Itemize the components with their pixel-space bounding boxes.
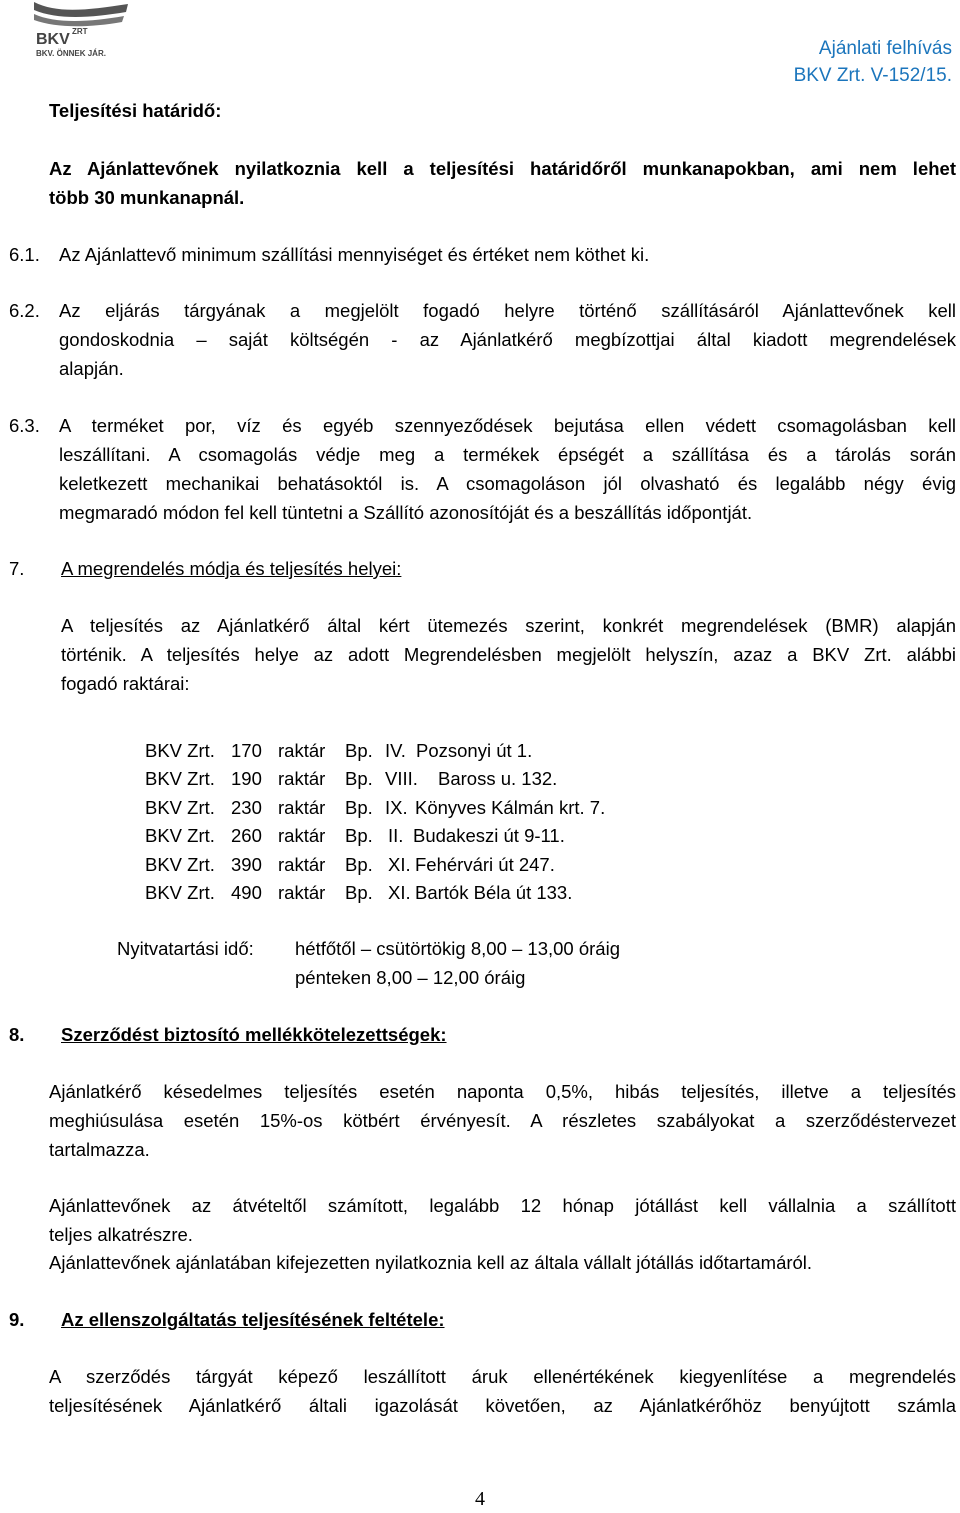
warehouse-company: BKV Zrt. xyxy=(145,768,215,789)
warehouse-district: IX. xyxy=(385,797,408,818)
section-8-p2-line2: teljes alkatrészre. xyxy=(49,1224,193,1245)
warehouse-city: Bp. xyxy=(345,882,373,903)
section-9-heading: Az ellenszolgáltatás teljesítésének feltétele: xyxy=(61,1309,445,1330)
section-8-p3-line1: Ajánlattevőnek ajánlatában kifejezetten nyilatkoznia kell az általa vállalt jótállás időtartamáról. xyxy=(49,1252,813,1273)
svg-text:BKV: BKV xyxy=(36,31,70,48)
section-6-3-line2: leszállítani. A csomagolás védje meg a termékek épségét a szállítása és a tárolás során xyxy=(59,444,956,465)
warehouse-city: Bp. xyxy=(345,797,373,818)
bkv-logo xyxy=(28,0,134,62)
section-6-3-number: 6.3. xyxy=(9,415,40,436)
section-6-3-line3: keletkezett mechanikai behatásoktól is. A csomagoláson jól olvasható és legalább négy évig xyxy=(59,473,956,494)
section-9-line1: A szerződés tárgyát képező leszállított áruk ellenértékének kiegyenlítése a megrendelés xyxy=(49,1366,956,1387)
section-6-1-number: 6.1. xyxy=(9,244,40,265)
section-8-p1-line3: tartalmazza. xyxy=(49,1139,150,1160)
warehouse-address: Baross u. 132. xyxy=(438,768,558,789)
warehouse-code: 390 xyxy=(231,854,262,875)
warehouse-company: BKV Zrt. xyxy=(145,854,215,875)
warehouse-type: raktár xyxy=(278,740,326,761)
deadline-text-line1: Az Ajánlattevőnek nyilatkoznia kell a teljesítési határidőről munkanapokban, ami nem lehet xyxy=(49,158,956,179)
opening-hours-weekdays: hétfőtől – csütörtökig 8,00 – 13,00 óráig xyxy=(295,938,620,959)
section-7-number: 7. xyxy=(9,558,25,579)
warehouse-address: Könyves Kálmán krt. 7. xyxy=(415,797,606,818)
doc-title: Ajánlati felhívás xyxy=(818,38,952,59)
section-6-2-line1: Az eljárás tárgyának a megjelölt fogadó helyre történő szállításáról Ajánlattevőnek kell xyxy=(59,300,956,321)
doc-reference: BKV Zrt. V-152/15. xyxy=(793,65,952,86)
warehouse-address: Pozsonyi út 1. xyxy=(416,740,533,761)
warehouse-city: Bp. xyxy=(345,768,373,789)
warehouse-district: XI. xyxy=(388,854,411,875)
warehouse-type: raktár xyxy=(278,854,326,875)
warehouse-company: BKV Zrt. xyxy=(145,797,215,818)
warehouse-company: BKV Zrt. xyxy=(145,740,215,761)
warehouse-type: raktár xyxy=(278,768,326,789)
warehouse-district: IV. xyxy=(385,740,406,761)
section-6-2-number: 6.2. xyxy=(9,300,40,321)
section-9-number: 9. xyxy=(9,1309,25,1330)
page-number: 4 xyxy=(475,1488,485,1510)
warehouse-city: Bp. xyxy=(345,854,373,875)
warehouse-address: Bartók Béla út 133. xyxy=(415,882,573,903)
section-8-heading: Szerződést biztosító mellékkötelezettségek: xyxy=(61,1024,447,1045)
section-6-2-line2: gondoskodnia – saját költségén - az Ajánlatkérő megbízottjai által kiadott megrendelések xyxy=(59,329,956,350)
warehouse-type: raktár xyxy=(278,797,326,818)
deadline-text-line2: több 30 munkanapnál. xyxy=(49,187,245,208)
section-7-line2: történik. A teljesítés helye az adott Megrendelésben megjelölt helyszín, azaz a BKV Zrt. alábbi xyxy=(61,644,956,665)
warehouse-code: 260 xyxy=(231,825,262,846)
section-7-line1: A teljesítés az Ajánlatkérő által kért ütemezés szerint, konkrét megrendelések (BMR) alapján xyxy=(61,615,956,636)
svg-text:ZRT: ZRT xyxy=(72,27,88,36)
warehouse-city: Bp. xyxy=(345,825,373,846)
warehouse-district: VIII. xyxy=(385,768,418,789)
warehouse-company: BKV Zrt. xyxy=(145,882,215,903)
warehouse-address: Fehérvári út 247. xyxy=(415,854,555,875)
warehouse-code: 490 xyxy=(231,882,262,903)
warehouse-code: 190 xyxy=(231,768,262,789)
warehouse-type: raktár xyxy=(278,882,326,903)
section-8-p2-line1: Ajánlattevőnek az átvételtől számított, legalább 12 hónap jótállást kell vállalnia a szállított xyxy=(49,1195,956,1216)
warehouse-city: Bp. xyxy=(345,740,373,761)
warehouse-code: 230 xyxy=(231,797,262,818)
warehouse-district: XI. xyxy=(388,882,411,903)
svg-text:BKV. ÖNNEK JÁR.: BKV. ÖNNEK JÁR. xyxy=(36,49,106,58)
opening-hours-friday: pénteken 8,00 – 12,00 óráig xyxy=(295,967,526,988)
deadline-heading: Teljesítési határidő: xyxy=(49,100,222,121)
section-6-1-text: Az Ajánlattevő minimum szállítási mennyiséget és értéket nem köthet ki. xyxy=(59,244,650,265)
section-8-p1-line1: Ajánlatkérő késedelmes teljesítés esetén naponta 0,5%, hibás teljesítés, illetve a teljesítés xyxy=(49,1081,956,1102)
warehouse-district: II. xyxy=(388,825,404,846)
section-8-p1-line2: meghiúsulása esetén 15%-os kötbért érvényesít. A részletes szabályokat a szerződéstervezet xyxy=(49,1110,956,1131)
warehouse-type: raktár xyxy=(278,825,326,846)
warehouse-company: BKV Zrt. xyxy=(145,825,215,846)
section-7-line3: fogadó raktárai: xyxy=(61,673,190,694)
section-6-3-line4: megmaradó módon fel kell tüntetni a Szállító azonosítóját és a beszállítás időpontját. xyxy=(59,502,753,523)
section-6-2-line3: alapján. xyxy=(59,358,124,379)
bkv-logo-icon xyxy=(28,0,134,62)
section-8-number: 8. xyxy=(9,1024,25,1045)
opening-hours-label: Nyitvatartási idő: xyxy=(117,938,254,959)
warehouse-code: 170 xyxy=(231,740,262,761)
section-9-line2: teljesítésének Ajánlatkérő általi igazolását követően, az Ajánlatkérőhöz benyújtott számla xyxy=(49,1395,956,1416)
section-7-heading: A megrendelés módja és teljesítés helyei: xyxy=(61,558,402,579)
section-6-3-line1: A terméket por, víz és egyéb szennyeződések bejutása ellen védett csomagolásban kell xyxy=(59,415,956,436)
warehouse-address: Budakeszi út 9-11. xyxy=(413,825,565,846)
